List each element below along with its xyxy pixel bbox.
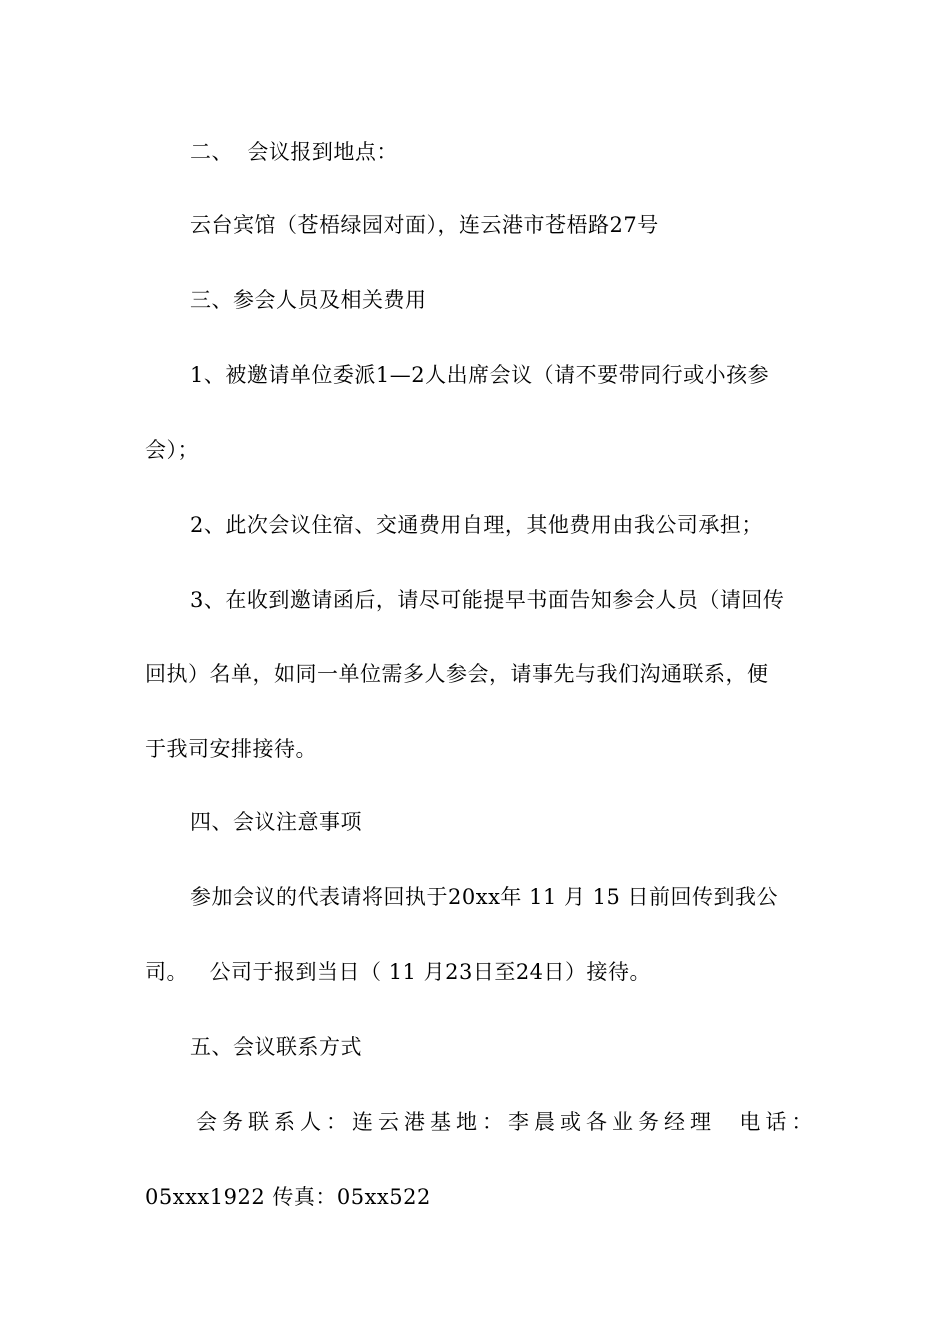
paragraph-reply-deadline-line-1: 参加会议的代表请将回执于20xx年 11 月 15 日前回传到我公 xyxy=(190,885,779,909)
section-heading-notes: 四、会议注意事项 xyxy=(190,810,362,834)
paragraph-contact-person: 会务联系人：连云港基地：李晨或各业务经理 电话： xyxy=(196,1110,818,1134)
section-heading-attendees-fees: 三、参会人员及相关费用 xyxy=(190,288,427,312)
paragraph-item-3-line-2: 回执）名单，如同一单位需多人参会，请事先与我们沟通联系，便 xyxy=(145,662,769,686)
paragraph-item-2: 2、此次会议住宿、交通费用自理，其他费用由我公司承担； xyxy=(190,513,763,537)
paragraph-reply-deadline-line-2: 司。 公司于报到当日（ 11 月23日至24日）接待。 xyxy=(145,960,652,984)
paragraph-venue-address: 云台宾馆（苍梧绿园对面），连云港市苍梧路27号 xyxy=(190,213,659,237)
section-heading-registration-location: 二、 会议报到地点： xyxy=(190,140,398,164)
paragraph-item-3-line-3: 于我司安排接待。 xyxy=(145,737,317,761)
paragraph-item-1-line-2: 会）； xyxy=(145,438,199,462)
paragraph-item-3-line-1: 3、在收到邀请函后，请尽可能提早书面告知参会人员（请回传 xyxy=(190,588,785,612)
paragraph-contact-numbers: 05xxx1922 传真：05xx522 xyxy=(145,1185,431,1209)
paragraph-item-1-line-1: 1、被邀请单位委派1—2人出席会议（请不要带同行或小孩参 xyxy=(190,363,770,387)
section-heading-contact: 五、会议联系方式 xyxy=(190,1035,362,1059)
